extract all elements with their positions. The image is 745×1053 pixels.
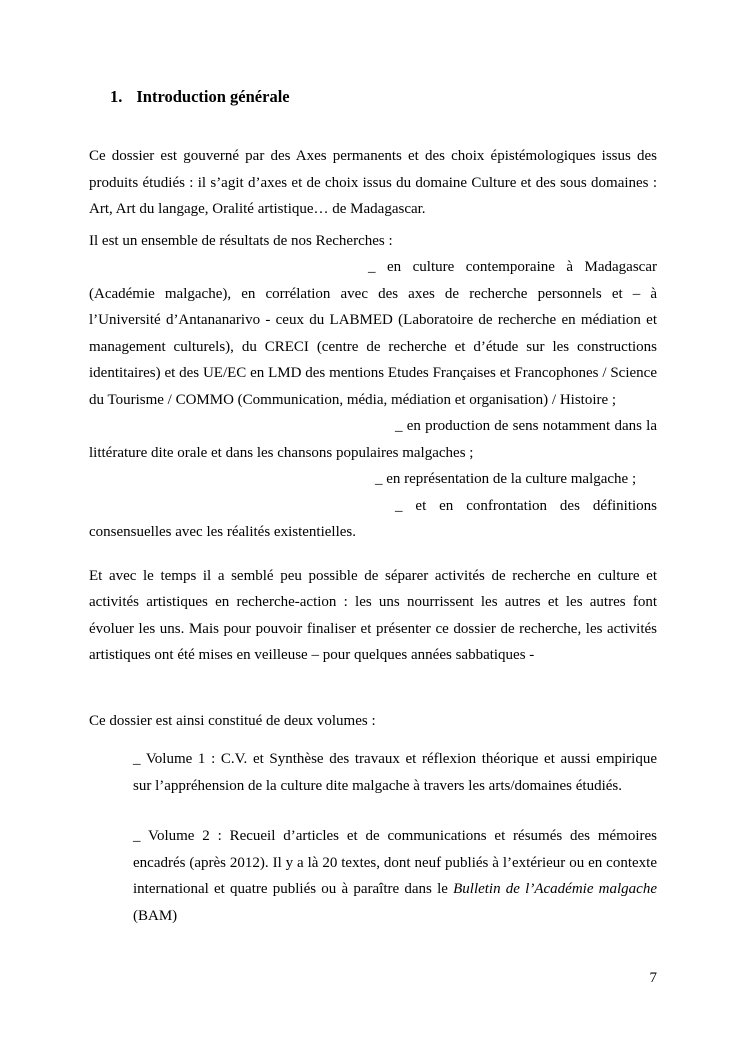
paragraph-item-culture-contemporaine	[89, 254, 657, 413]
text-line	[89, 563, 657, 590]
paragraph-intro	[89, 143, 657, 223]
text-segment: (Académie malgache), en corrélation avec des axes de recherche personnels et – à	[89, 285, 657, 302]
text-segment: _ Volume 1 : C.V. et Synthèse des travaux et réflexion théorique et aussi empirique	[133, 751, 657, 767]
section-heading	[89, 83, 657, 110]
text-segment: Ce dossier est ainsi constitué de deux volumes :	[89, 712, 376, 729]
text-line	[89, 170, 657, 197]
text-segment: artistiques ont été mises en veilleuse – pour quelques années sabbatiques -	[89, 647, 535, 663]
document-body	[89, 143, 657, 929]
text-line	[89, 519, 657, 546]
text-segment: (BAM)	[133, 907, 178, 924]
text-line	[89, 616, 657, 643]
text-line	[89, 413, 657, 440]
text-line	[89, 440, 657, 467]
text-line	[89, 642, 657, 669]
italic-text-segment: Bulletin de l’Académie malgache	[453, 881, 658, 897]
text-segment: activités artistiques en recherche-action : les uns nourrissent les autres et les autres font	[89, 594, 657, 610]
paragraph-recherche-action	[89, 563, 657, 669]
paragraph-item-representation	[89, 466, 657, 493]
page-number: 7	[649, 970, 657, 986]
paragraph-volume-1	[89, 746, 657, 799]
text-line	[89, 589, 657, 616]
text-segment: international et quatre publiés ou à paraître dans le	[133, 881, 454, 897]
text-line	[89, 143, 657, 170]
heading-title: Introduction générale	[136, 87, 290, 106]
text-line	[89, 196, 657, 223]
text-segment: produits étudiés : il s’agit d’axes et de choix issus du domaine Culture et des sous domaines :	[89, 174, 657, 191]
text-line	[89, 281, 657, 308]
text-line	[133, 903, 657, 930]
text-segment: Et avec le temps il a semblé peu possible de séparer activités de recherche en culture et	[89, 567, 657, 584]
paragraph-deux-volumes-lead	[89, 708, 657, 735]
text-segment: l’Université d’Antananarivo - ceux du LABMED (Laboratoire de recherche en médiation et	[89, 312, 657, 328]
text-line	[89, 254, 657, 281]
text-line	[89, 708, 657, 735]
heading-number: 1.	[110, 87, 123, 106]
paragraph-item-production-de-sens	[89, 413, 657, 466]
text-line	[89, 493, 657, 520]
text-segment: _ en production de sens notamment dans la	[395, 418, 657, 434]
text-segment: _ Volume 2 : Recueil d’articles et de communications et résumés des mémoires	[133, 828, 657, 844]
text-segment: identitaires) et des UE/EC en LMD des mentions Etudes Françaises et Francophones / Science	[89, 365, 657, 381]
text-segment: évoluer les uns. Mais pour pouvoir finaliser et présenter ce dossier de recherche, les activités	[89, 620, 657, 637]
paragraph-volume-2	[89, 823, 657, 929]
text-line	[133, 876, 657, 903]
text-segment: _ en représentation de la culture malgache ;	[375, 471, 637, 487]
text-segment: management culturels), du CRECI (centre de recherche et d’étude sur les constructions	[89, 338, 657, 355]
text-line	[89, 334, 657, 361]
text-segment: _ et en confrontation des définitions	[395, 497, 657, 514]
text-line	[89, 360, 657, 387]
text-segment: Art, Art du langage, Oralité artistique… de Madagascar.	[89, 201, 426, 217]
text-line	[133, 850, 657, 877]
text-line	[133, 773, 657, 800]
paragraph-item-confrontation	[89, 493, 657, 546]
text-line	[133, 746, 657, 773]
text-segment: _ en culture contemporaine à Madagascar	[368, 259, 657, 275]
text-line	[133, 823, 657, 850]
text-line	[89, 228, 657, 255]
text-segment: Il est un ensemble de résultats de nos Recherches :	[89, 232, 393, 249]
paragraph-recherches-lead	[89, 228, 657, 255]
text-segment: consensuelles avec les réalités existentielles.	[89, 524, 356, 540]
text-segment: sur l’appréhension de la culture dite malgache à travers les arts/domaines étudiés.	[133, 777, 622, 794]
text-segment: Ce dossier est gouverné par des Axes permanents et des choix épistémologiques issus des	[89, 148, 657, 164]
text-line	[89, 387, 657, 414]
text-line	[89, 466, 657, 493]
text-line	[89, 307, 657, 334]
text-segment: littérature dite orale et dans les chansons populaires malgaches ;	[89, 444, 474, 461]
text-segment: du Tourisme / COMMO (Communication, média, médiation et organisation) / Histoire ;	[89, 391, 617, 408]
text-segment: encadrés (après 2012). Il y a là 20 textes, dont neuf publiés à l’extérieur ou en contexte	[133, 854, 657, 871]
